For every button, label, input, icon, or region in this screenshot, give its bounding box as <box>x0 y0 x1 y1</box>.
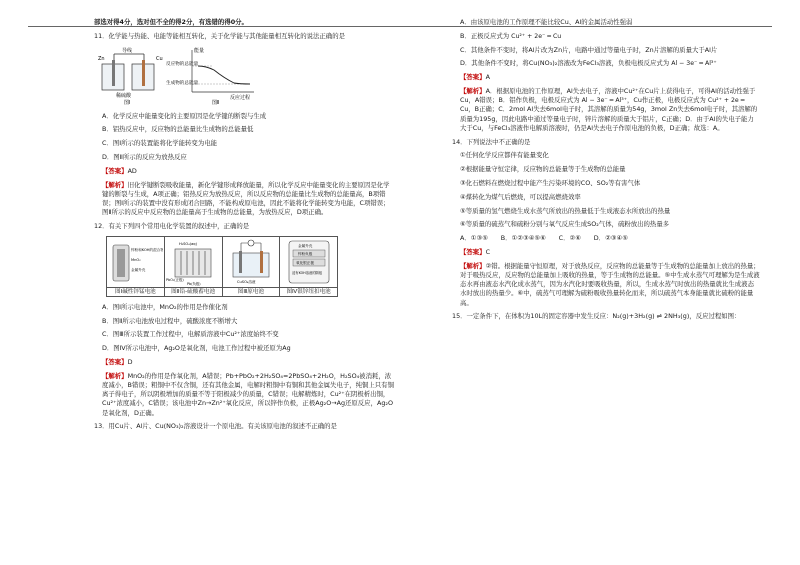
q11-explain-text: 旧化学键断裂吸收能量，新化学键形成释放能量，所以化学反应中能量变化的主要原因是化学键的断裂与生成，A项正确；铝热反应为放热反应，所以反应物的总能量比生成物的总能量高，B项错误；图Ⅰ所示的装置中没有形成闭合回路，不能构成原电池，因此不能将化学能转变为电能，C项错误；图Ⅱ所示的反应中反应物的总能量高于生成物的总能量，为放热反应，D项正确。 <box>102 180 390 217</box>
q12-cell-4-label-4: 浸有KOH溶液的隔板 <box>291 270 322 275</box>
q13-stem: 13．用Cu片、Al片、Cu(NO₃)₂溶液设计一个原电池。有关该原电池的叙述不正确的是 <box>94 422 337 431</box>
q13-explain-part-2: ，Cu作正极，电极反应式为 <box>627 96 706 105</box>
q12-explain-text: MnO₂的作用是作氧化剂，A错误；Pb+PbO₂+2H₂SO₄=2PbSO₄+2H₂O，H₂SO₄被消耗，浓度减小，B错误；粗铜中不仅含铜，还有其他金属，电解时粗铜中有铜和其他金属失电子，纯铜上只有铜离子得电子，所以阴极增加的质量不等于阳极减少的质量，C错误；电解精炼时，Cu²⁺在阴极析出铜，Cu²⁺浓度减小，C错误；该电池中Zn→Zn²⁺氧化反应，所以锌作负极，正极Ag₂O→Ag还原反应，Ag₂O是氧化剂，D正确。 <box>102 371 394 417</box>
q14-item-2: ②根据能量守恒定律，反应物的总能量等于生成物的总能量 <box>460 165 626 174</box>
q12-cell-2-label-3: Pb(负极) <box>187 281 201 286</box>
q13-answer-value: A <box>485 73 490 82</box>
q14-explain-text: ②错。根据能量守恒原理，对于放热反应，反应物的总能量等于生成物的总能量加上放出的热量；对于吸热反应，反应物的总能量加上吸收的热量，等于生成物的总能量。⑤中生成水蒸气可理解为是生成液态水再由液态水汽化成水蒸气，因为水汽化时要吸收热量，所以，生成水蒸气时放出的热量就比生成液态水时放出的热量少。⑥中，硫蒸气可理解为硫粉吸收热量转化而来，所以硫蒸气本身能量就比硫粉的能量高。 <box>460 261 760 307</box>
q15-stem: 15．一定条件下，在体积为10L的固定容器中发生反应：N₂(g)+3H₂(g) ⇌ 2NH₃(g)，反应过程如图： <box>452 312 741 321</box>
q12-cell-4-image <box>280 237 337 287</box>
q12-caption-1: 图Ⅰ碱性锌锰电池 <box>107 287 165 296</box>
q12-cell-1-label-3: 金属外壳 <box>131 267 146 272</box>
q12-cell-3-label-1: CuSO₄溶液 <box>236 279 256 284</box>
q13-explain-formula-1: Al − 3e⁻ ═ Al³⁺ <box>581 97 628 105</box>
q12-explanation <box>94 372 394 418</box>
fig1-zn-label: Zn <box>98 55 105 62</box>
figure-2-energy-diagram <box>192 50 254 92</box>
q11-option-d: D．图Ⅱ所示的反应为放热反应 <box>102 152 187 161</box>
q11-option-c: C．图Ⅰ所示的装置能将化学能转变为电能 <box>102 139 217 148</box>
q13-option-a: A．由该原电池的工作原理不能比较Cu、Al的金属活动性强弱 <box>460 18 633 26</box>
q14-explain-label: 【解析】 <box>460 261 486 270</box>
q13-explain-formula-2: Cu²⁺ + 2e ═ Cu <box>460 97 745 114</box>
q11-figures-svg <box>94 46 394 106</box>
q14-stem: 14．下列说法中不正确的是 <box>452 137 531 146</box>
q12-stem: 12．有关下列四个常用电化学装置的叙述中，正确的是 <box>94 221 250 230</box>
q14-choices: A．①③⑤ B．①②③④⑤⑥ C．②⑥ D．②③④⑤ <box>460 234 628 243</box>
scoring-note: 部选对得4分，选对但不全的得2分，有选错的得0分。 <box>94 18 248 26</box>
q12-cell-2-label-2: PbO₂(正极) <box>166 277 184 282</box>
q14-item-1: ①任何化学反应都伴有能量变化 <box>460 151 549 160</box>
q12-cell-2-image <box>165 237 222 287</box>
q12-answer-value: D <box>127 357 133 366</box>
q14-explanation <box>452 262 760 308</box>
q13-option-d-formula: Al − 3e⁻ ═ Al³⁺ <box>671 60 717 68</box>
q13-explain-part-3: ，B正确；C．2mol Al失去6mol电子时，其溶解的质量为54g，3mol Zn失去6mol电子时，其溶解的质量为195g，因此电路中通过等量电子时，锌片溶解的质量大于铝片，C正确；D．由于Al的失电子能力大于Cu，与FeCl₃溶液作电解质溶液时，仍是Al失去电子作原电池的负极，D正确；故选：A。 <box>460 105 758 132</box>
q14-answer <box>452 248 760 257</box>
fig2-energy-axis-label: 能量 <box>194 47 205 54</box>
q13-option-b-text: B．正极反应式为 <box>460 31 510 40</box>
q12-cell-1-image <box>107 237 164 287</box>
q12-cell-1 <box>107 236 165 287</box>
q13-option-d-text: D．其他条件不变时，将Cu(NO₃)₂溶液改为FeCl₃溶液，负极电极反应式为 <box>460 59 670 68</box>
q13-option-d <box>452 59 760 68</box>
fig2-reactants-label: 反应物的总能量 <box>166 61 199 67</box>
q11-explanation <box>94 181 394 218</box>
q11-option-b: B．铝热反应中，反应物的总能量比生成物的总能量低 <box>102 125 254 134</box>
q12-cell-1-label-2: MnO₂ <box>131 257 142 262</box>
q11-figures <box>94 46 394 106</box>
right-column <box>452 18 760 326</box>
q14-item-4: ④煤转化为煤气后燃烧，可以提高燃烧效率 <box>460 192 581 201</box>
q12-option-c: C．图Ⅲ所示装置工作过程中，电解质溶液中Cu²⁺浓度始终不变 <box>102 330 279 339</box>
q11-stem: 11．化学能与热能、电能等能相互转化，关于化学能与其他能量相互转化的说法正确的是 <box>94 31 345 40</box>
q11-option-a: A．化学反应中能量变化的主要原因是化学键的断裂与生成 <box>102 111 267 120</box>
q12-option-a: A．图Ⅰ所示电池中，MnO₂的作用是作催化剂 <box>102 302 228 311</box>
fig2-caption: 图Ⅱ <box>212 99 220 106</box>
q12-cell-4-label-2: 锌粉负极 <box>297 251 312 256</box>
q13-answer-label: 【答案】 <box>460 73 486 82</box>
q13-explain-label: 【解析】 <box>460 86 486 95</box>
q12-option-b: B．图Ⅱ所示电池放电过程中，硫酸浓度不断增大 <box>102 316 238 325</box>
q11-answer-label: 【答案】 <box>102 166 128 175</box>
q12-caption-2: 图Ⅱ铅-硫酸蓄电池 <box>164 287 222 296</box>
fig1-acid-label: 稀硫酸 <box>116 92 132 99</box>
q14-item-3: ③化石燃料在燃烧过程中能产生污染环境的CO、SO₂等有害气体 <box>460 178 641 187</box>
q12-cell-1-label-1: 锌粉和KOH的混合物 <box>131 247 164 252</box>
q13-explain-part-1: A．根据原电池的工作原理，Al失去电子，溶液中Cu²⁺在Cu片上获得电子，可得Al的活动性强于Cu，A错误；B．铝作负极，电极反应式为 <box>460 86 756 105</box>
q13-option-b-formula: Cu²⁺ + 2e⁻ ═ Cu <box>511 32 562 40</box>
figure-1-galvanic-setup <box>102 54 154 90</box>
q12-answer-label: 【答案】 <box>102 357 128 366</box>
q13-explanation <box>452 87 760 133</box>
q12-option-d: D．图Ⅳ所示电池中，Ag₂O是氧化剂，电池工作过程中被还原为Ag <box>102 344 291 353</box>
q13-option-c: C．其他条件不变时，将Al片改为Zn片，电路中通过等量电子时，Zn片溶解的质量大于Al片 <box>460 45 718 54</box>
q12-cell-4 <box>280 236 338 287</box>
q14-answer-value: C <box>485 247 491 256</box>
fig2-progress-label: 反应过程 <box>230 94 251 101</box>
q12-cell-4-label-3: 氧化银正极 <box>295 260 314 265</box>
q13-option-b <box>452 32 760 41</box>
q12-cell-4-label-1: 金属外壳 <box>297 243 312 248</box>
q11-answer <box>94 167 394 176</box>
q12-explain-label: 【解析】 <box>102 371 128 380</box>
q14-item-5: ⑤等质量的氢气燃烧生成水蒸气所放出的热量低于生成液态水所放出的热量 <box>460 206 671 215</box>
q12-caption-4: 图Ⅳ银锌纽扣电池 <box>280 287 338 296</box>
left-column <box>94 18 394 436</box>
q12-caption-3: 图Ⅲ原电池 <box>222 287 280 296</box>
q12-answer <box>94 358 394 367</box>
q12-cell-2 <box>164 236 222 287</box>
fig1-cu-label: Cu <box>156 55 163 62</box>
fig1-caption: 图Ⅰ <box>124 99 131 106</box>
q14-item-6: ⑥等质量的硫蒸气和硫粉分别与氧气反应生成SO₂气体，硫粉放出的热量多 <box>460 220 670 229</box>
q12-cell-2-label-1: H₂SO₄(aq) <box>179 241 198 246</box>
fig2-products-label: 生成物的总能量 <box>166 80 199 86</box>
q14-answer-label: 【答案】 <box>460 247 486 256</box>
q12-cell-3 <box>222 236 280 287</box>
q11-explain-label: 【解析】 <box>102 180 128 189</box>
q11-answer-value: AD <box>127 166 137 175</box>
fig1-wire-label: 导线 <box>122 47 133 54</box>
q12-cell-3-image <box>223 237 280 287</box>
q12-device-table <box>106 236 338 297</box>
q13-answer <box>452 73 760 82</box>
